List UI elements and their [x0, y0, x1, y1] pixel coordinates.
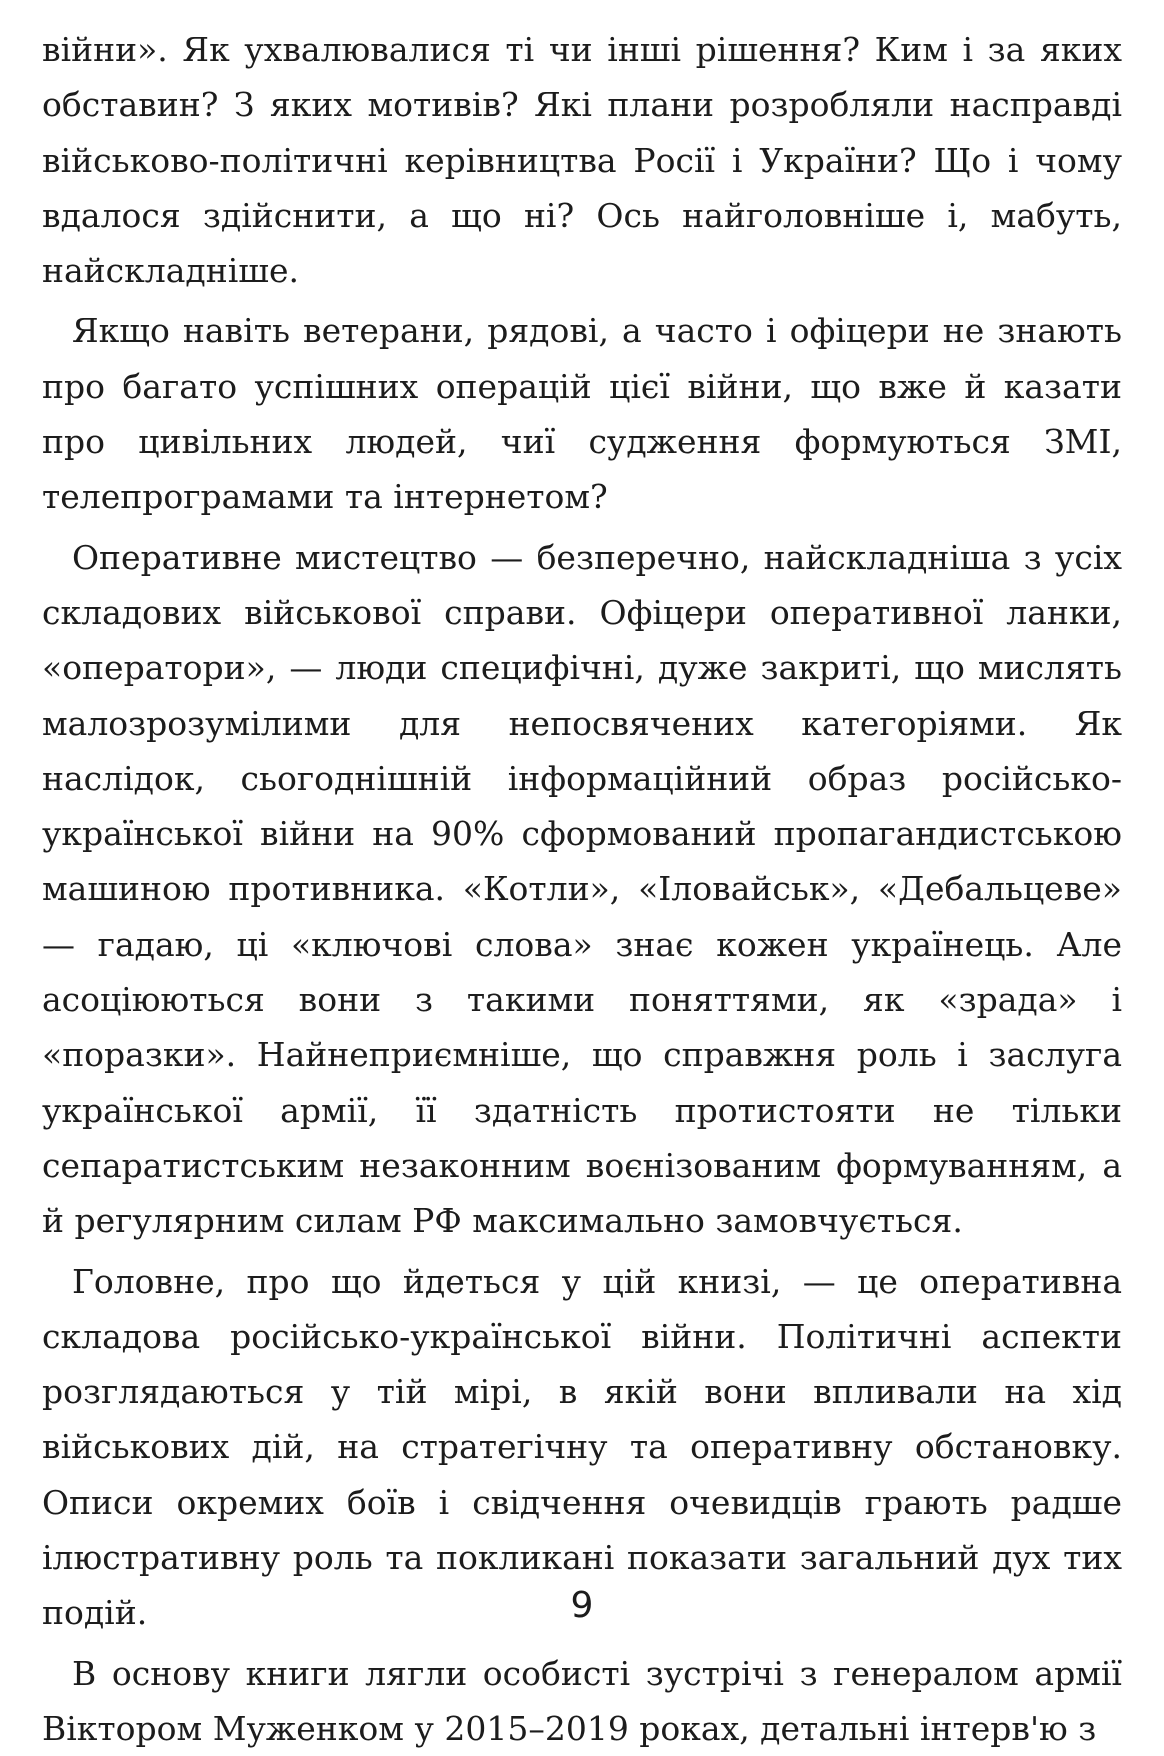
paragraph: Головне, про що йдеться у цій книзі, — це оперативна складова російсько-української війни. Політичні аспекти розглядаються у тій мірі, в якій вони впливали на хід військових дій, на стратегічну та оперативну обстановку. Описи окремих боїв і свідчення очевидців грають радше ілюстративну роль та покликані показати загальний дух тих подій.	[42, 1261, 1122, 1633]
paragraph-continued: війни». Як ухвалювалися ті чи інші рішення? Ким і за яких обставин? З яких мотивів? Які плани розробляли насправді військово-політичні керівництва Росії і України? Що і чому вдалося здійснити, а що ні? Ось найголовніше і, мабуть, найскладніше.	[42, 30, 1122, 291]
paragraph: Якщо навіть ветерани, рядові, а часто і офіцери не знають про багато успішних операцій цієї війни, що вже й казати про цивільних людей, чиї судження формуються ЗМІ, телепрограмами та інтернетом?	[42, 311, 1122, 517]
paragraph: Оперативне мистецтво — безперечно, найскладніша з усіх складових військової справи. Офіцери оперативної ланки, «оператори», — люди специфічні, дуже закриті, що мислять малозрозумілими для непосвячених категоріями. Як наслідок, сьогоднішній інформаційний образ російсько-української війни на 90% сформований пропагандистською машиною противника. «Котли», «Іловайськ», «Дебальцеве» — гадаю, ці «ключові слова» знає кожен українець. Але асоціюються вони з такими поняттями, як «зрада» і «поразки». Найнеприємніше, що справжня роль і заслуга української армії, її здатність протистояти не тільки сепаратистським незаконним воєнізованим формуванням, а й регулярним силам РФ максимально замовчується.	[42, 537, 1122, 1241]
page-body	[42, 22, 1122, 1756]
page-number: 9	[570, 1585, 594, 1626]
paragraph: В основу книги лягли особисті зустрічі з генералом армії Віктором Муженком у 2015–2019 роках, детальні інтерв'ю з	[42, 1653, 1122, 1748]
